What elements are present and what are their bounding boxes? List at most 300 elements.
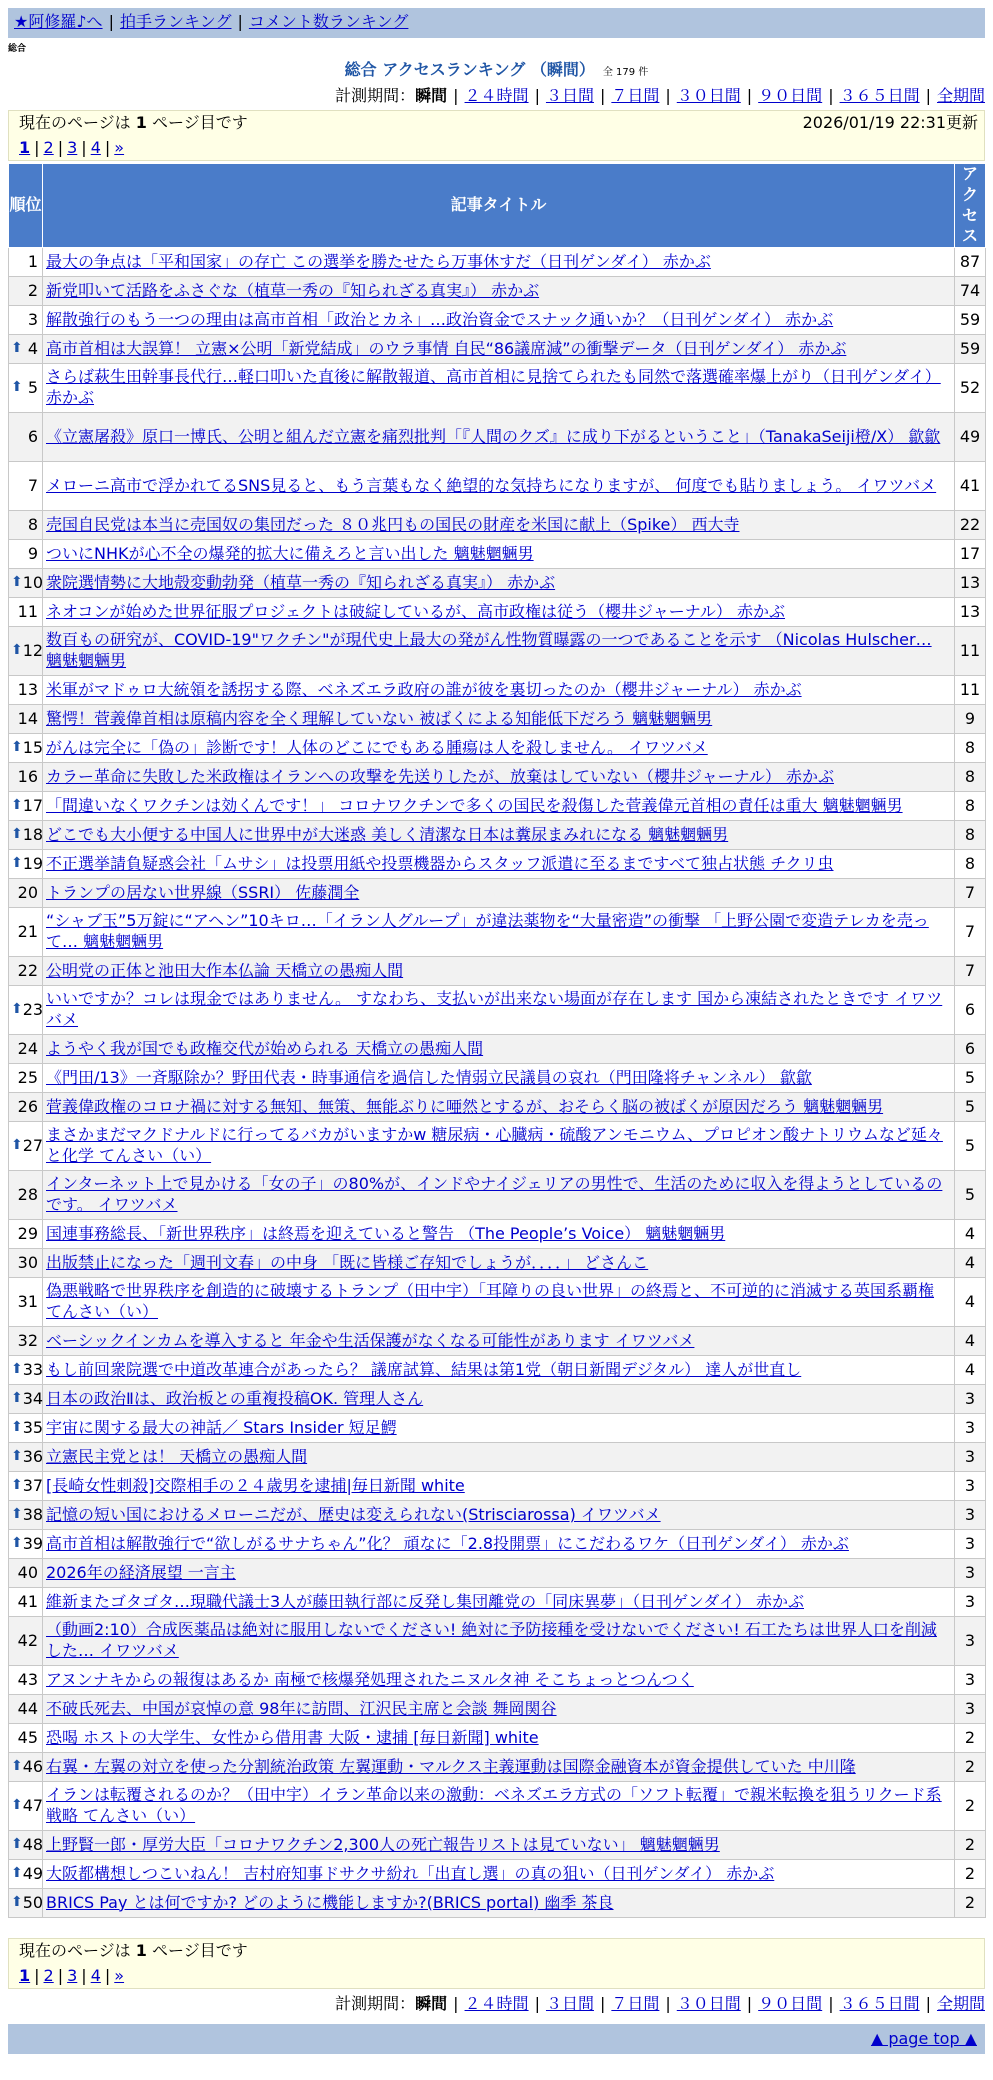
table-row	[9, 850, 986, 879]
rank-number: 35	[22, 1417, 44, 1437]
article-link[interactable]: 公明党の正体と池田大作本仏論 天橋立の愚痴人間	[46, 960, 404, 980]
article-link[interactable]: 新党叩いて活路をふさぐな（植草一秀の『知られざる真実』） 赤かぶ	[46, 280, 540, 300]
title-cell	[43, 1171, 955, 1220]
article-link[interactable]: [長崎女性刺殺]交際相手の２４歳男を逮捕|毎日新聞 white	[46, 1475, 465, 1495]
separator: |	[34, 137, 40, 157]
article-link[interactable]: ついにNHKが心不全の爆発的拡大に備えろと言い出した 魑魅魍魎男	[46, 543, 534, 563]
rank-cell	[9, 1122, 43, 1171]
next-page-link[interactable]: »	[114, 137, 125, 157]
rank-cell	[9, 1666, 43, 1695]
title-cell	[43, 306, 955, 335]
rank-cell	[9, 1035, 43, 1064]
table-row	[9, 1588, 986, 1617]
title-cell	[43, 1617, 955, 1666]
article-link[interactable]: 不破氏死去、中国が哀悼の意 98年に訪問、江沢民主席と会談 舞岡関谷	[46, 1698, 557, 1718]
table-row	[9, 734, 986, 763]
rank-cell	[9, 335, 43, 364]
article-link[interactable]: ようやく我が国でも政権交代が始められる 天橋立の愚痴人間	[46, 1038, 484, 1058]
access-count: 5	[955, 1093, 986, 1122]
table-row	[9, 1385, 986, 1414]
up-arrow-icon: ⬆	[11, 378, 23, 395]
table-row	[9, 1501, 986, 1530]
article-link[interactable]: インターネット上で見かける「女の子」の80%が、インドやナイジェリアの男性で、生活のために収入を得ようとしているのです。 イワツバメ	[46, 1174, 943, 1215]
access-count: 5	[955, 1122, 986, 1171]
period-2[interactable]: ３日間	[545, 1994, 594, 2013]
rank-cell	[9, 1782, 43, 1831]
rank-cell	[9, 1064, 43, 1093]
title-cell	[43, 1443, 955, 1472]
title-cell	[43, 1559, 955, 1588]
period-6[interactable]: ３６５日間	[839, 1994, 920, 2013]
article-link[interactable]: 維新またゴタゴタ…現職代議士3人が藤田執行部に反発し集団離党の「同床異夢」（日刊ゲンダイ） 赤かぶ	[46, 1591, 804, 1611]
title-cell	[43, 1327, 955, 1356]
article-link[interactable]: 日本の政治Ⅱは、政治板との重複投稿OK. 管理人さん	[46, 1388, 424, 1408]
table-row	[9, 306, 986, 335]
title-cell	[43, 1385, 955, 1414]
ranking-header	[0, 60, 993, 81]
article-link[interactable]: BRICS Pay とは何ですか? どのように機能しますか?(BRICS portal) 幽季 茶良	[46, 1892, 614, 1912]
up-arrow-icon: ⬆	[11, 738, 23, 755]
title-cell	[43, 511, 955, 540]
rank-number: 7	[27, 475, 38, 495]
access-count: 2	[955, 1860, 986, 1889]
table-row	[9, 1443, 986, 1472]
period-selector-bottom	[335, 1994, 985, 2015]
up-arrow-icon: ⬆	[11, 1893, 23, 1910]
article-link[interactable]: 《立憲屠殺》原口一博氏、公明と組んだ立憲を痛烈批判「『人間のクズ』に成り下がるということ」（TanakaSeiji橙/X） 歙歙	[46, 426, 941, 446]
article-link[interactable]: 高市首相は解散強行で“欲しがるサナちゃん”化？ 頑なに「2.8投開票」にこだわるワケ（日刊ゲンダイ） 赤かぶ	[46, 1533, 849, 1553]
rank-number: 30	[17, 1252, 38, 1272]
separator: |	[534, 1994, 540, 2013]
rank-cell	[9, 1530, 43, 1559]
access-count: 3	[955, 1501, 986, 1530]
page-top-link[interactable]: ▲ page top ▲	[870, 2029, 977, 2048]
access-count: 3	[955, 1414, 986, 1443]
rank-number: 43	[17, 1669, 38, 1689]
article-link[interactable]: 立憲民主党とは！ 天橋立の愚痴人間	[46, 1446, 308, 1466]
separator: |	[453, 86, 459, 105]
article-link[interactable]: 宇宙に関する最大の神話／ Stars Insider 短足鰐	[46, 1417, 397, 1437]
article-link[interactable]: 驚愕！菅義偉首相は原稿内容を全く理解していない 被ばくによる知能低下だろう 魑魅魍魎男	[46, 708, 713, 728]
table-row	[9, 364, 986, 413]
article-link[interactable]: 米軍がマドゥロ大統領を誘拐する際、ベネズエラ政府の誰が彼を裏切ったのか（櫻井ジャーナル） 赤かぶ	[46, 679, 802, 699]
period-5[interactable]: ９０日間	[758, 1994, 823, 2013]
title-cell	[43, 569, 955, 598]
table-row	[9, 763, 986, 792]
table-row	[9, 705, 986, 734]
article-link[interactable]: 数百もの研究が、COVID-19"ワクチン"が現代史上最大の発がん性物質曝露の一つであることを示す （Nicolas Hulscher… 魑魅魍魎男	[46, 630, 932, 671]
rank-number: 40	[17, 1562, 38, 1582]
table-row	[9, 957, 986, 986]
article-link[interactable]: 衆院選情勢に大地殻変動勃発（植草一秀の『知られざる真実』） 赤かぶ	[46, 572, 556, 592]
article-link[interactable]: まさかまだマクドナルドに行ってるバカがいますかw 糖尿病・心臓病・硫酸アンモニウム、プロピオン酸ナトリウムなど延々と化学 てんさい（い）	[46, 1125, 943, 1166]
page-link-3[interactable]: 3	[67, 137, 78, 157]
title-cell	[43, 627, 955, 676]
rank-number: 10	[22, 572, 44, 592]
article-link[interactable]: さらば萩生田幹事長代行…軽口叩いた直後に解散報道、高市首相に見捨てられたも同然で落選確率爆上がり（日刊ゲンダイ） 赤かぶ	[46, 367, 941, 408]
title-cell	[43, 1501, 955, 1530]
access-count: 59	[955, 306, 986, 335]
article-link[interactable]: 偽悪戦略で世界秩序を創造的に破壊するトランプ（田中宇）「耳障りの良い世界」の終焉と、不可逆的に消滅する英国系覇権 てんさい（い）	[46, 1281, 935, 1322]
title-cell	[43, 1782, 955, 1831]
page-link-4[interactable]: 4	[90, 1965, 101, 1985]
rank-number: 19	[22, 853, 44, 873]
rank-cell	[9, 1220, 43, 1249]
up-arrow-icon: ⬆	[11, 1360, 23, 1377]
title-cell	[43, 540, 955, 569]
separator: |	[599, 86, 606, 105]
separator: |	[453, 1994, 459, 2013]
access-count: 22	[955, 511, 986, 540]
access-count: 2	[955, 1831, 986, 1860]
table-row	[9, 1724, 986, 1753]
title-cell	[43, 1278, 955, 1327]
separator: |	[81, 137, 87, 157]
access-count: 2	[955, 1724, 986, 1753]
article-link[interactable]: 高市首相は大誤算！ 立憲×公明「新党結成」のウラ事情 自民“86議席減”の衝撃データ（日刊ゲンダイ） 赤かぶ	[46, 338, 847, 358]
separator: |	[665, 86, 671, 105]
rank-cell	[9, 1356, 43, 1385]
rank-number: 16	[17, 766, 38, 786]
rank-number: 8	[27, 514, 38, 534]
rank-number: 18	[22, 824, 44, 844]
access-count: 41	[955, 462, 986, 511]
ranking-table	[8, 163, 986, 1918]
table-row	[9, 1093, 986, 1122]
article-link[interactable]: 2026年の経済展望 一言主	[46, 1562, 236, 1582]
article-link[interactable]: 右翼・左翼の対立を使った分割統治政策 左翼運動・マルクス主義運動は国際金融資本が資金提供していた 中川隆	[46, 1756, 856, 1776]
access-count: 5	[955, 1064, 986, 1093]
article-link[interactable]: 《門田/13》一斉駆除か？野田代表・時事通信を過信した情弱立民議員の哀れ（門田隆将チャンネル） 歙歙	[46, 1067, 812, 1087]
up-arrow-icon: ⬆	[11, 854, 23, 871]
rank-number: 33	[22, 1359, 44, 1379]
access-count: 3	[955, 1530, 986, 1559]
rank-number: 50	[22, 1892, 44, 1912]
bottom-bar	[8, 2024, 985, 2054]
rank-cell	[9, 1385, 43, 1414]
rank-header: 順位	[9, 164, 43, 248]
article-link[interactable]: 国連事務総長、「新世界秩序」は終焉を迎えていると警告 （The People’s Voice） 魑魅魍魎男	[46, 1223, 726, 1243]
article-link[interactable]: “シャブ玉”5万錠に“アヘン”10キロ…「イラン人グループ」が違法薬物を“大量密造”の衝撃 「上野公園で変造テレカを売って… 魑魅魍魎男	[46, 911, 929, 952]
table-row	[9, 511, 986, 540]
period-4[interactable]: ３０日間	[676, 86, 741, 105]
rank-number: 37	[22, 1475, 44, 1495]
table-row	[9, 1617, 986, 1666]
up-arrow-icon: ⬆	[11, 796, 23, 813]
rank-cell	[9, 676, 43, 705]
table-row	[9, 1559, 986, 1588]
table-row	[9, 1695, 986, 1724]
table-row	[9, 908, 986, 957]
access-count: 3	[955, 1385, 986, 1414]
rank-cell	[9, 1472, 43, 1501]
separator: |	[534, 86, 540, 105]
article-link[interactable]: 上野賢一郎・厚労大臣「コロナワクチン2,300人の死亡報告リストは見ていない」 魑魅魍魎男	[46, 1834, 720, 1854]
table-row	[9, 1356, 986, 1385]
rank-number: 22	[17, 960, 38, 980]
article-link[interactable]: アヌンナキからの報復はあるか 南極で核爆発処理されたニヌルタ神 そこちょっとつんつく	[46, 1669, 694, 1689]
separator: |	[746, 86, 753, 105]
access-count: 87	[955, 248, 986, 277]
title-cell	[43, 598, 955, 627]
rank-number: 38	[22, 1504, 44, 1524]
article-link[interactable]: どこでも大小便する中国人に世界中が大迷惑 美しく清潔な日本は糞尿まみれになる 魑魅魍魎男	[46, 824, 729, 844]
article-link[interactable]: 売国自民党は本当に売国奴の集団だった ８０兆円もの国民の財産を米国に献上（Spike） 西大寺	[46, 514, 740, 534]
rank-cell	[9, 1860, 43, 1889]
rank-number: 4	[27, 338, 38, 358]
title-cell	[43, 821, 955, 850]
clap-ranking-link[interactable]: 拍手ランキング	[119, 12, 232, 31]
table-row	[9, 1472, 986, 1501]
article-link[interactable]: トランプの居ない世界線（SSRI） 佐藤潤全	[46, 882, 360, 902]
page-link-2[interactable]: 2	[43, 137, 54, 157]
article-link[interactable]: メローニ高市で浮かれてるSNS見ると、もう言葉もなく絶望的な気持ちになりますが、 何度でも貼りましょう。 イワツバメ	[46, 475, 937, 495]
title-cell	[43, 1064, 955, 1093]
page-link-2[interactable]: 2	[43, 1965, 54, 1985]
current-page-text: 現在のページは 1 ページ目です	[19, 113, 248, 132]
rank-number: 39	[22, 1533, 44, 1553]
period-0: 瞬間	[415, 1994, 448, 2013]
access-count: 3	[955, 1695, 986, 1724]
article-link[interactable]: 最大の争点は「平和国家」の存亡 この選挙を勝たせたら万事休すだ（日刊ゲンダイ） 赤かぶ	[46, 251, 711, 271]
access-count: 74	[955, 277, 986, 306]
separator: |	[665, 1994, 671, 2013]
rank-number: 13	[17, 679, 38, 699]
title-cell	[43, 705, 955, 734]
title-cell	[43, 1666, 955, 1695]
table-row	[9, 1064, 986, 1093]
rank-number: 17	[22, 795, 44, 815]
title-cell	[43, 1530, 955, 1559]
title-cell	[43, 763, 955, 792]
rank-number: 20	[17, 882, 38, 902]
period-1[interactable]: ２４時間	[464, 1994, 529, 2013]
article-link[interactable]: カラー革命に失敗した米政権はイランへの攻撃を先送りしたが、放棄はしていない（櫻井ジャーナル） 赤かぶ	[46, 766, 834, 786]
rank-cell	[9, 540, 43, 569]
title-cell	[43, 1122, 955, 1171]
rank-cell	[9, 627, 43, 676]
separator: |	[599, 1994, 606, 2013]
next-page-link[interactable]: »	[114, 1965, 125, 1985]
rank-cell	[9, 248, 43, 277]
period-5[interactable]: ９０日間	[758, 86, 823, 105]
period-3[interactable]: ７日間	[611, 86, 660, 105]
table-row	[9, 1122, 986, 1171]
table-row	[9, 277, 986, 306]
separator: |	[34, 1965, 40, 1985]
access-count: 49	[955, 413, 986, 462]
access-count: 13	[955, 598, 986, 627]
separator: |	[828, 1994, 834, 2013]
period-4[interactable]: ３０日間	[676, 1994, 741, 2013]
access-count: 3	[955, 1443, 986, 1472]
page-title: 総合 アクセスランキング （瞬間）	[344, 60, 595, 79]
access-count: 8	[955, 821, 986, 850]
rank-cell	[9, 957, 43, 986]
article-link[interactable]: （動画2:10）合成医薬品は絶対に服用しないでください! 絶対に予防接種を受けないでください! 石工たちは世界人口を削減した… イワツバメ	[46, 1620, 937, 1661]
rank-number: 3	[27, 309, 38, 329]
table-row	[9, 879, 986, 908]
rank-number: 47	[22, 1795, 44, 1815]
rank-cell	[9, 908, 43, 957]
rank-cell	[9, 1695, 43, 1724]
rank-number: 14	[17, 708, 38, 728]
period-7[interactable]: 全期間	[936, 86, 985, 105]
title-cell	[43, 1356, 955, 1385]
article-link[interactable]: もし前回衆院選で中道改革連合があったら？ 議席試算、結果は第1党（朝日新聞デジタル） 達人が世直し	[46, 1359, 802, 1379]
table-row	[9, 1782, 986, 1831]
table-row	[9, 1278, 986, 1327]
up-arrow-icon: ⬆	[11, 1418, 23, 1435]
up-arrow-icon: ⬆	[11, 641, 23, 658]
rank-cell	[9, 763, 43, 792]
separator: |	[104, 1965, 111, 1985]
comment-ranking-link[interactable]: コメント数ランキング	[248, 12, 409, 31]
article-link[interactable]: 記憶の短い国におけるメローニだが、歴史は変えられない(Strisciarossa) イワツバメ	[46, 1504, 661, 1524]
title-header: 記事タイトル	[43, 164, 955, 248]
rank-cell	[9, 1093, 43, 1122]
rank-number: 46	[22, 1756, 44, 1776]
table-row	[9, 1035, 986, 1064]
page-links-bottom	[19, 1966, 974, 1987]
article-link[interactable]: ベーシックインカムを導入すると 年金や生活保護がなくなる可能性があります イワツバメ	[46, 1330, 695, 1350]
category-label: 総合	[8, 44, 27, 54]
access-count: 5	[955, 1171, 986, 1220]
table-row	[9, 540, 986, 569]
table-row	[9, 413, 986, 462]
table-row	[9, 569, 986, 598]
page-link-1[interactable]: 1	[19, 137, 31, 157]
total-count: 全 179 件	[602, 67, 649, 78]
rank-number: 32	[17, 1330, 38, 1350]
access-count: 2	[955, 1782, 986, 1831]
page-link-4[interactable]: 4	[90, 137, 101, 157]
table-row	[9, 986, 986, 1035]
rank-number: 5	[27, 377, 38, 397]
table-row	[9, 462, 986, 511]
article-link[interactable]: 恐喝 ホストの大学生、女性から借用書 大阪・逮捕 [毎日新聞] white	[46, 1727, 539, 1747]
rank-cell	[9, 1249, 43, 1278]
rank-number: 26	[17, 1096, 38, 1116]
separator: |	[104, 137, 111, 157]
access-count: 3	[955, 1559, 986, 1588]
up-arrow-icon: ⬆	[11, 1000, 23, 1017]
up-arrow-icon: ⬆	[11, 573, 23, 590]
separator: |	[81, 1965, 87, 1985]
page-link-1[interactable]: 1	[19, 1965, 31, 1985]
rank-cell	[9, 1889, 43, 1918]
table-row	[9, 1753, 986, 1782]
title-cell	[43, 1753, 955, 1782]
article-link[interactable]: いいですか？コレは現金ではありません。 すなわち、支払いが出来ない場面が存在します 国から凍結されたときです イワツバメ	[46, 989, 943, 1030]
separator: |	[57, 1965, 64, 1985]
table-row	[9, 1831, 986, 1860]
article-link[interactable]: がんは完全に「偽の」診断です！人体のどこにでもある腫瘍は人を殺しません。 イワツバメ	[46, 737, 708, 757]
access-count: 4	[955, 1356, 986, 1385]
table-row	[9, 1860, 986, 1889]
article-link[interactable]: 菅義偉政権のコロナ禍に対する無知、無策、無能ぶりに唖然とするが、おそらく脳の被ばくが原因だろう 魑魅魍魎男	[46, 1096, 884, 1116]
title-cell	[43, 1093, 955, 1122]
article-link[interactable]: イランは転覆されるのか？（田中宇）イラン革命以来の激動：ベネズエラ方式の「ソフト転覆」で親米転換を狙うリクード系戦略 てんさい（い）	[46, 1785, 942, 1826]
rank-cell	[9, 511, 43, 540]
rank-number: 25	[17, 1067, 38, 1087]
up-arrow-icon: ⬆	[11, 1505, 23, 1522]
page-link-3[interactable]: 3	[67, 1965, 78, 1985]
rank-cell	[9, 850, 43, 879]
rank-cell	[9, 569, 43, 598]
table-row	[9, 1530, 986, 1559]
up-arrow-icon: ⬆	[11, 1835, 23, 1852]
access-count: 9	[955, 705, 986, 734]
rank-cell	[9, 1443, 43, 1472]
current-page-text-bottom: 現在のページは 1 ページ目です	[19, 1941, 248, 1960]
up-arrow-icon: ⬆	[11, 1447, 23, 1464]
title-cell	[43, 734, 955, 763]
access-count: 11	[955, 627, 986, 676]
table-row	[9, 335, 986, 364]
access-count: 3	[955, 1472, 986, 1501]
period-6[interactable]: ３６５日間	[839, 86, 920, 105]
title-cell	[43, 1724, 955, 1753]
article-link[interactable]: ネオコンが始めた世界征服プロジェクトは破綻しているが、高市政権は従う（櫻井ジャーナル） 赤かぶ	[46, 601, 786, 621]
rank-number: 11	[17, 601, 38, 621]
article-link[interactable]: 解散強行のもう一つの理由は高市首相「政治とカネ」…政治資金でスナック通いか？（日刊ゲンダイ） 赤かぶ	[46, 309, 834, 329]
table-row	[9, 1666, 986, 1695]
period-1[interactable]: ２４時間	[464, 86, 529, 105]
rank-number: 9	[27, 543, 38, 563]
access-count: 3	[955, 1617, 986, 1666]
article-link[interactable]: 不正選挙請負疑惑会社「ムサシ」は投票用紙や投票機器からスタッフ派遣に至るまですべて独占状態 チクリ虫	[46, 853, 834, 873]
access-count: 2	[955, 1889, 986, 1918]
rank-cell	[9, 277, 43, 306]
table-row	[9, 1327, 986, 1356]
rank-number: 34	[22, 1388, 44, 1408]
rank-cell	[9, 879, 43, 908]
rank-number: 24	[17, 1038, 38, 1058]
title-cell	[43, 1414, 955, 1443]
rank-cell	[9, 1327, 43, 1356]
table-row	[9, 792, 986, 821]
article-link[interactable]: 「間違いなくワクチンは効くんです！」 コロナワクチンで多くの国民を殺傷した菅義偉元首相の責任は重大 魑魅魍魎男	[46, 795, 903, 815]
rank-cell	[9, 1559, 43, 1588]
up-arrow-icon: ⬆	[11, 1864, 23, 1881]
article-link[interactable]: 大阪都構想しつこいねん！ 吉村府知事ドサクサ紛れ「出直し選」の真の狙い（日刊ゲンダイ） 赤かぶ	[46, 1863, 775, 1883]
table-row	[9, 676, 986, 705]
article-link[interactable]: 出版禁止になった「週刊文春」の中身 「既に皆様ご存知でしょうが．．．．」 どさんこ	[46, 1252, 649, 1272]
title-cell	[43, 364, 955, 413]
period-7[interactable]: 全期間	[936, 1994, 985, 2013]
rank-cell	[9, 1724, 43, 1753]
rank-cell	[9, 462, 43, 511]
table-row	[9, 1220, 986, 1249]
rank-number: 1	[27, 251, 38, 271]
table-row	[9, 1249, 986, 1278]
table-row	[9, 598, 986, 627]
rank-number: 44	[17, 1698, 38, 1718]
separator: |	[925, 86, 931, 105]
rank-number: 6	[27, 426, 38, 446]
period-2[interactable]: ３日間	[545, 86, 594, 105]
access-count: 3	[955, 1666, 986, 1695]
rank-number: 45	[17, 1727, 38, 1747]
home-link[interactable]: ★阿修羅♪へ	[14, 12, 103, 31]
rank-cell	[9, 1501, 43, 1530]
access-count: 4	[955, 1278, 986, 1327]
rank-number: 31	[17, 1291, 38, 1311]
rank-number: 12	[22, 640, 44, 660]
rank-number: 2	[27, 280, 38, 300]
period-3[interactable]: ７日間	[611, 1994, 660, 2013]
